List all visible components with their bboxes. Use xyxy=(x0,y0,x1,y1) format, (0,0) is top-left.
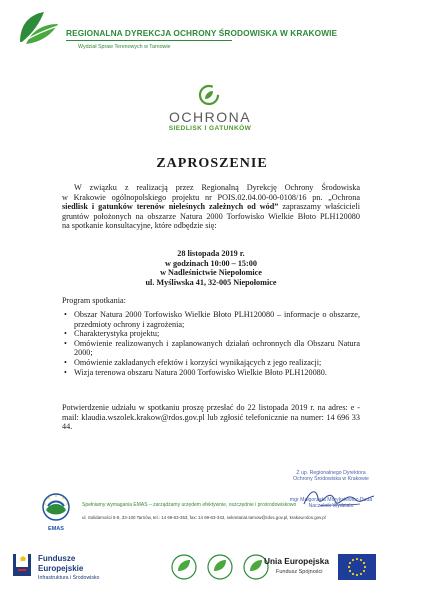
program-list xyxy=(62,310,360,377)
header-divider xyxy=(66,40,232,41)
intro-paragraph xyxy=(62,183,360,231)
event-address: ul. Myśliwska 41, 32-005 Niepołomice xyxy=(145,277,277,287)
event-date: 28 listopada 2019 r. xyxy=(177,249,245,258)
program-item: • Omówienie zakładanych efektów i korzyści wynikających z jego realizacji; xyxy=(62,358,360,368)
eu-fund: Fundusz Spójności xyxy=(276,569,323,575)
program-item: • Obszar Natura 2000 Torfowisko Wielkie Błoto PLH120080 – informacje o obszarze, przedmioty ochrony i zagrożenia; xyxy=(62,310,360,329)
intro-line: W związku z realizacją przez Regionalną Dyrekcję Ochrony Środowiska xyxy=(74,183,360,192)
emas-tagline: Spełniamy wymagania EMAS – zarządzamy urzędem efektywnie, oszczędnie i prośrodowiskowo xyxy=(82,502,297,508)
eu-title: Unia Europejska xyxy=(264,556,330,566)
project-name: OCHRONA xyxy=(168,109,252,125)
intro-line: na spotkanie konsultacyjne, które odbędzie się: xyxy=(62,221,217,231)
emas-logo-icon xyxy=(40,492,72,526)
program-item: • Omówienie realizowanych i zaplanowanych działań ochronnych dla Obszaru Natura 2000; xyxy=(62,339,360,358)
fundusze-europejskie-logo-icon xyxy=(12,552,34,578)
stamp-line: mgr Małgorzata Moryksiewicz-Duda xyxy=(289,496,373,503)
program-item: • Wizja terenowa obszaru Natura 2000 Torfowisko Wielkie Błoto PLH120080. xyxy=(62,368,360,378)
confirmation-paragraph: Potwierdzenie udziału w spotkaniu proszę przesłać do 22 listopada 2019 r. na adres: e - mail: klaudia.wszolek.krakow@rdos.gov.pl lub zgłosić telefonicznie na numer: 14 696 33 44. xyxy=(62,403,360,432)
fe-line3: Infrastruktura i Środowisko xyxy=(38,575,100,581)
project-subtitle: SIEDLISK I GATUNKÓW xyxy=(168,125,252,132)
stamp-line: Ochrony Środowiska w Krakowie xyxy=(293,476,369,483)
intro-line: w Krakowie ogólnopolskiego projektu nr POIS.02.04.00-00-0108/16 pn. „Ochrona xyxy=(62,192,360,202)
fe-line1: Fundusze xyxy=(38,554,76,563)
org-subtitle: Wydział Spraw Terenowych w Tarnowie xyxy=(78,44,171,50)
event-place: w Nadleśnictwie Niepołomice xyxy=(160,268,262,278)
program-label: Program spotkania: xyxy=(62,296,126,305)
handwritten-signature xyxy=(300,484,380,512)
partner-logo-icon xyxy=(164,552,204,582)
program-item: • Charakterystyka projektu; xyxy=(62,329,360,339)
intro-line-rest: zapraszamy właścicieli xyxy=(278,202,360,212)
stamp-line: Naczelnik Wydziału xyxy=(308,502,354,509)
intro-line: gruntów położonych na obszarze Natura 2000 Torfowisko Wielkie Błoto PLH120080 xyxy=(62,211,360,221)
project-title-bold: siedlisk i gatunków terenów nieleśnych zależnych od wód” xyxy=(62,202,279,212)
office-address: ul. Solidarności 5-9, 33-100 Tarnów, tel.: 14 69-63-353, fax: 14 69-63-343, sekretariat.tarnow@rdos.gov.pl, krakow.rdos.gov.pl xyxy=(82,515,326,520)
stamp-line: Z up. Regionalnego Dyrektora xyxy=(296,470,366,476)
eu-flag-icon xyxy=(338,554,376,580)
org-title: REGIONALNA DYREKCJA OCHRONY ŚRODOWISKA W KRAKOWIE xyxy=(66,28,338,38)
page-title: ZAPROSZENIE xyxy=(156,156,268,171)
event-details xyxy=(62,249,360,287)
rdos-leaf-logo-icon xyxy=(14,8,62,48)
emas-label: EMAS xyxy=(48,526,64,532)
event-time: w godzinach 10:00 – 15:00 xyxy=(165,258,257,268)
fe-line2: Europejskie xyxy=(38,564,84,573)
project-leaf-circle-icon xyxy=(198,84,220,106)
partner-logo-icon xyxy=(200,552,240,582)
intro-line xyxy=(62,202,360,212)
